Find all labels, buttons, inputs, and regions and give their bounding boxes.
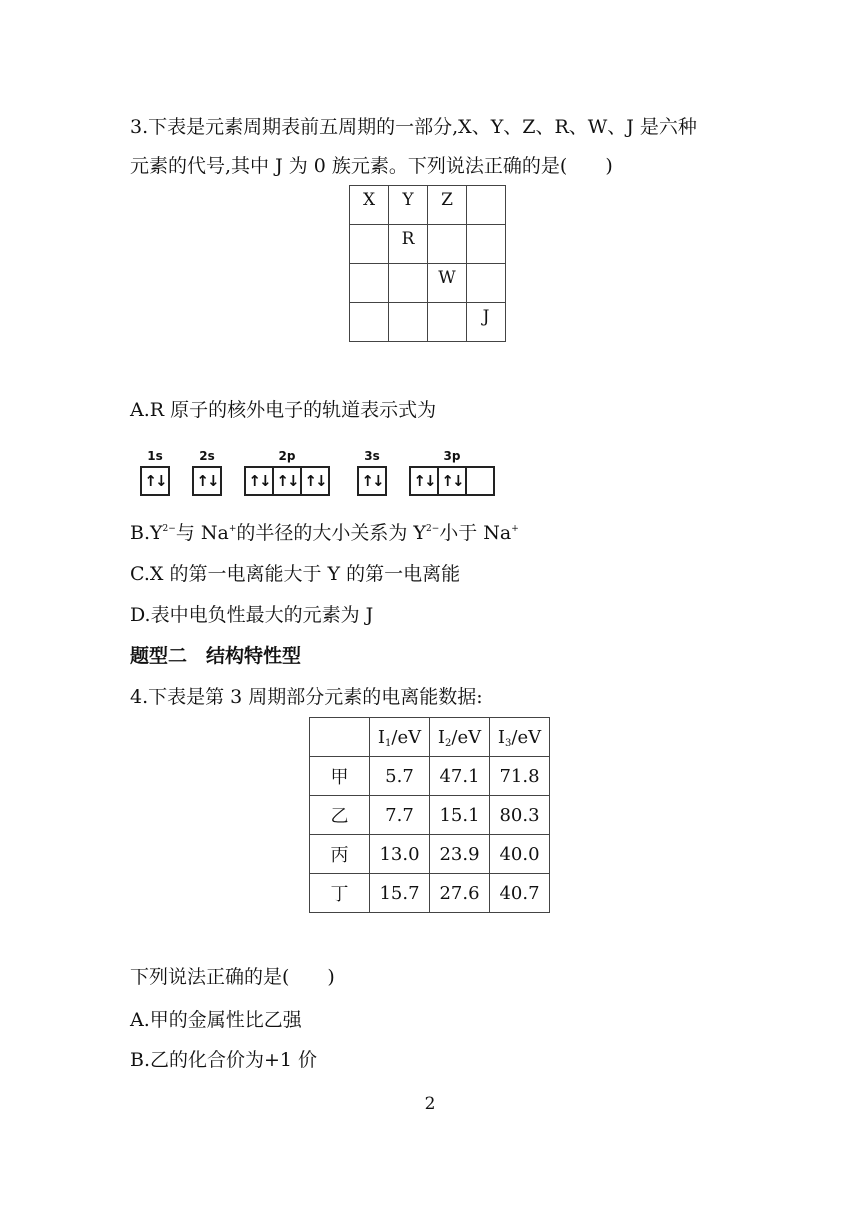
table-row <box>310 874 550 913</box>
orbital-box: ↑↓ <box>272 466 302 496</box>
orbital-box: ↑↓ <box>437 466 467 496</box>
grid-cell <box>467 225 506 264</box>
table-cell: 71.8 <box>490 757 550 796</box>
grid-cell <box>428 303 467 342</box>
orbital-box: ↑↓ <box>140 466 170 496</box>
q3-option-b <box>130 520 519 546</box>
q4-stem: 4.下表是第 3 周期部分元素的电离能数据: <box>130 686 483 708</box>
ionization-energy-table <box>309 717 550 913</box>
grid-cell: X <box>350 186 389 225</box>
grid-cell <box>428 225 467 264</box>
row-label: 丙 <box>310 835 370 874</box>
orbital-box: ↑↓ <box>192 466 222 496</box>
periodic-table-fragment <box>349 185 506 342</box>
option-b-text: 与 Na <box>175 522 229 544</box>
q3-stem-line-1: 3.下表是元素周期表前五周期的一部分,X、Y、Z、R、W、J 是六种 <box>130 116 697 138</box>
grid-cell <box>467 186 506 225</box>
row-label: 甲 <box>310 757 370 796</box>
q3-option-d: D.表中电负性最大的元素为 J <box>130 604 374 626</box>
grid-cell <box>389 303 428 342</box>
table-cell: 15.1 <box>430 796 490 835</box>
orbital-box: ↑↓ <box>244 466 274 496</box>
table-corner-cell <box>310 718 370 757</box>
column-header: $I_3/eV$ <box>490 718 550 757</box>
row-label: 丁 <box>310 874 370 913</box>
table-cell: 27.6 <box>430 874 490 913</box>
q4-option-a: A.甲的金属性比乙强 <box>130 1009 302 1031</box>
table-cell: 80.3 <box>490 796 550 835</box>
page-number: 2 <box>424 1094 436 1114</box>
column-header: $I_1/eV$ <box>370 718 430 757</box>
orbital-label: 2p <box>278 449 296 463</box>
q4-option-b: B.乙的化合价为+1 价 <box>130 1049 318 1071</box>
grid-cell <box>350 225 389 264</box>
option-b-charge: 2− <box>162 524 176 534</box>
table-cell: 40.0 <box>490 835 550 874</box>
column-header: $I_2/eV$ <box>430 718 490 757</box>
q3-stem-line-2: 元素的代号,其中 J 为 0 族元素。下列说法正确的是( ) <box>130 155 613 177</box>
option-b-text: B.Y <box>130 522 163 544</box>
table-row <box>310 835 550 874</box>
table-cell: 13.0 <box>370 835 430 874</box>
option-b-charge: + <box>511 524 519 534</box>
orbital-box: ↑↓ <box>300 466 330 496</box>
table-cell: 47.1 <box>430 757 490 796</box>
grid-cell: W <box>428 264 467 303</box>
orbital-label: 2s <box>199 449 215 463</box>
orbital-box: ↑↓ <box>357 466 387 496</box>
q3-option-c: C.X 的第一电离能大于 Y 的第一电离能 <box>130 563 461 585</box>
table-header-row <box>310 718 550 757</box>
option-b-charge: 2− <box>425 524 440 534</box>
table-cell: 40.7 <box>490 874 550 913</box>
q4-prompt: 下列说法正确的是( ) <box>130 966 335 988</box>
table-row <box>310 796 550 835</box>
section-heading: 题型二 结构特性型 <box>130 645 302 667</box>
orbital-box: ↑↓ <box>409 466 439 496</box>
table-cell: 7.7 <box>370 796 430 835</box>
grid-cell <box>350 264 389 303</box>
grid-cell: Z <box>428 186 467 225</box>
grid-cell: Y <box>389 186 428 225</box>
table-cell: 15.7 <box>370 874 430 913</box>
grid-cell: J <box>467 303 506 342</box>
orbital-label: 1s <box>147 449 163 463</box>
grid-cell: R <box>389 225 428 264</box>
option-b-text: 小于 Na <box>439 522 512 544</box>
grid-cell <box>389 264 428 303</box>
orbital-box <box>465 466 495 496</box>
table-row <box>310 757 550 796</box>
option-b-charge: + <box>228 524 237 534</box>
grid-cell <box>467 264 506 303</box>
q3-option-a: A.R 原子的核外电子的轨道表示式为 <box>130 399 437 421</box>
table-cell: 23.9 <box>430 835 490 874</box>
table-cell: 5.7 <box>370 757 430 796</box>
row-label: 乙 <box>310 796 370 835</box>
orbital-label: 3p <box>443 449 461 463</box>
grid-cell <box>350 303 389 342</box>
option-b-text: 的半径的大小关系为 Y <box>236 522 426 544</box>
orbital-label: 3s <box>364 449 380 463</box>
